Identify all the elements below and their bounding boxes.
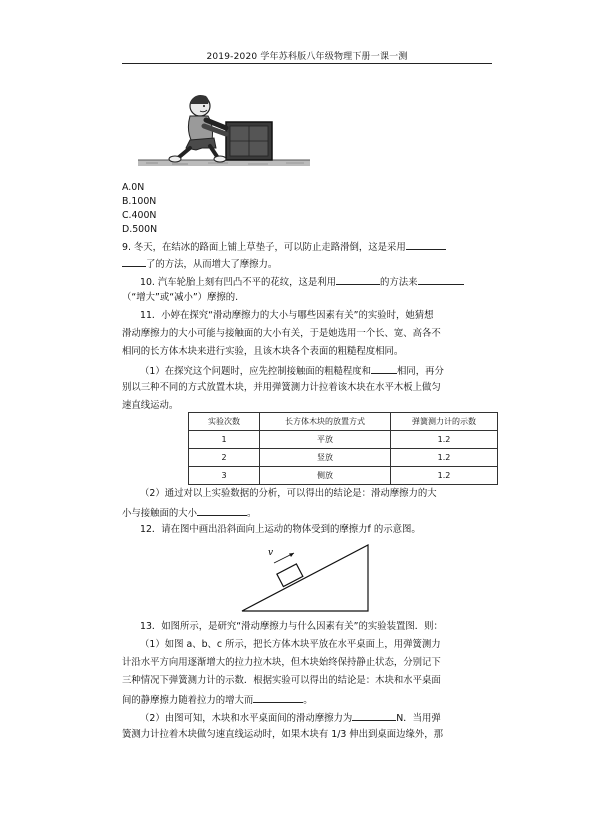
q13-line-7: 簧测力计拉着木块做匀速直线运动时，如果木块有 1/3 伸出到桌面边缘外，那 — [122, 729, 444, 740]
q11-line-8 — [122, 505, 494, 521]
q11-text-4a: （1）在探究这个问题时，应先控制接触面的粗糙程度和 — [140, 366, 371, 377]
table-cell: 侧放 — [260, 467, 391, 485]
table-cell: 1.2 — [391, 467, 498, 485]
page-header: 2019-2020 学年苏科版八年级物理下册一课一测 — [206, 52, 408, 62]
q13-text-6b: N．当用弹 — [396, 713, 441, 724]
table-cell: 1.2 — [391, 449, 498, 467]
option-a: A.0N — [122, 182, 145, 193]
block-on-incline — [277, 564, 303, 587]
table-cell: 2 — [189, 449, 260, 467]
incline-triangle — [242, 545, 368, 611]
q13-blank-1[interactable] — [253, 692, 303, 703]
q12-line-1: 12．请在图中画出沿斜面向上运动的物体受到的摩擦力f 的示意图。 — [140, 524, 421, 535]
q10-line-2: （“增大”或“减小”）摩擦的. — [122, 292, 239, 303]
table-header: 弹簧测力计的示数 — [391, 413, 498, 431]
q10-text-1b: 的方法来 — [380, 277, 418, 288]
option-b: B.100N — [122, 196, 157, 207]
q13-line-5 — [122, 692, 494, 708]
table-cell: 1.2 — [391, 431, 498, 449]
table-header: 实验次数 — [189, 413, 260, 431]
q13-blank-2[interactable] — [352, 710, 396, 721]
q13-line-6 — [140, 710, 512, 726]
q13-line-1: 13．如图所示，是研究“滑动摩擦力与什么因素有关”的实验装置图．则： — [140, 621, 443, 632]
q11-line-4 — [140, 363, 512, 379]
experiment-table — [188, 412, 498, 485]
q11-blank-2[interactable] — [197, 505, 247, 516]
q9-line-2 — [122, 256, 494, 272]
table-row — [189, 449, 498, 467]
q11-blank-1[interactable] — [371, 363, 397, 374]
boy-pushing-box-illustration — [138, 84, 310, 174]
table-cell: 1 — [189, 431, 260, 449]
header-rule — [122, 63, 492, 64]
velocity-label: v — [268, 548, 274, 558]
q13-line-4: 三种情况下弹簧测力计的示数．根据实验可以得出的结论是：木块和水平桌面 — [122, 675, 441, 686]
q9-blank-1[interactable] — [406, 239, 446, 250]
table-row — [189, 467, 498, 485]
q11-line-5: 别以三种不同的方式放置木块，并用弹簧测力计拉着该木块在水平木板上做匀 — [122, 382, 441, 393]
q10-line-1 — [140, 274, 512, 290]
q9-blank-1-cont[interactable] — [122, 256, 146, 267]
q10-blank-1[interactable] — [336, 274, 380, 285]
q13-text-6a: （2）由图可知，木块和水平桌面间的滑动摩擦力为 — [140, 713, 353, 724]
table-cell: 平放 — [260, 431, 391, 449]
table-cell: 竖放 — [260, 449, 391, 467]
incline-diagram — [240, 541, 372, 613]
option-c: C.400N — [122, 210, 157, 221]
q13-text-5a: 间的静摩擦力随着拉力的增大而 — [122, 695, 254, 706]
q11-line-7: （2）通过对以上实验数据的分析，可以得出的结论是：滑动摩擦力的大 — [140, 488, 437, 499]
q11-text-8a: 小与接触面的大小 — [122, 508, 198, 519]
q11-text-4b: 相同，再分 — [396, 366, 444, 377]
q10-blank-2[interactable] — [418, 274, 464, 285]
option-d: D.500N — [122, 224, 158, 235]
q11-line-1: 11．小婷在探究“滑动摩擦力的大小与哪些因素有关”的实验时，她猜想 — [140, 310, 434, 321]
q10-text-1a: 10. 汽车轮胎上刻有凹凸不平的花纹，这是利用 — [140, 277, 337, 288]
table-row — [189, 431, 498, 449]
q11-line-2: 滑动摩擦力的大小可能与接触面的大小有关，于是她选用一个长、宽、高各不 — [122, 328, 441, 339]
table-header: 长方体木块的放置方式 — [260, 413, 391, 431]
q11-line-3: 相同的长方体木块来进行实验，且该木块各个表面的粗糙程度相同。 — [122, 346, 404, 357]
table-cell: 3 — [189, 467, 260, 485]
q13-line-3: 计沿水平方向用逐渐增大的拉力拉木块，但木块始终保持静止状态，分别记下 — [122, 657, 441, 668]
q13-line-2: （1）如图 a、b、c 所示，把长方体木块平放在水平桌面上，用弹簧测力 — [140, 639, 441, 650]
q9-line-1 — [122, 239, 494, 255]
q11-line-6: 速直线运动。 — [122, 400, 179, 411]
q9-text-1: 9. 冬天，在结冰的路面上铺上草垫子，可以防止走路滑倒，这是采用 — [122, 242, 406, 253]
q13-text-5b: 。 — [303, 695, 313, 706]
q11-text-8b: 。 — [247, 508, 257, 519]
table-header-row — [189, 413, 498, 431]
q9-text-2: 了的方法，从而增大了摩擦力。 — [146, 259, 278, 270]
